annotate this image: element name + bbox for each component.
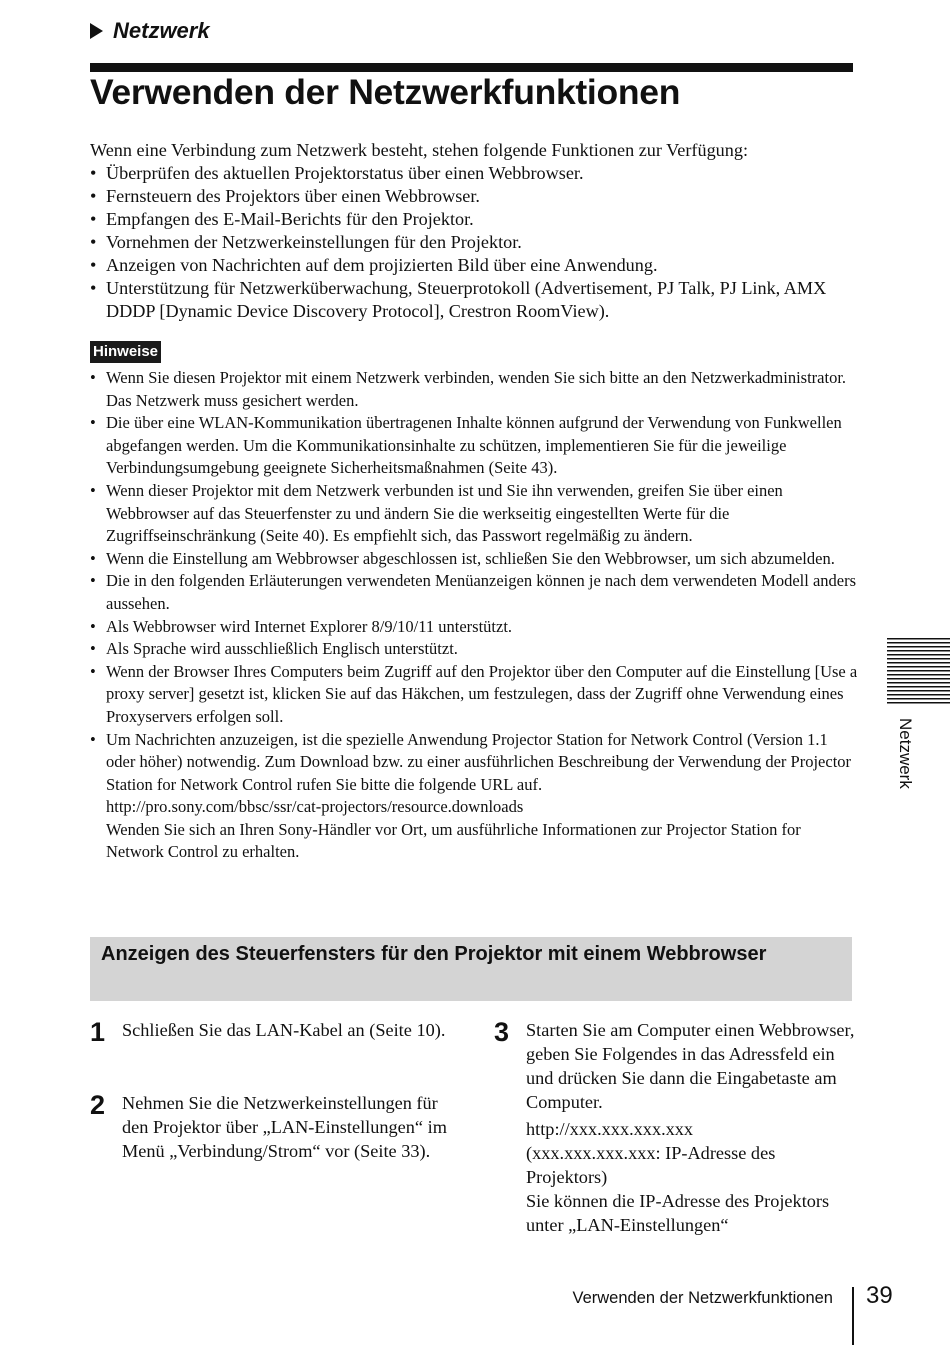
notes [90,367,860,864]
note-item: • Wenn Sie diesen Projektor mit einem Netzwerk verbinden, wenden Sie sich bitte an den Netzwerkadministrator. Das Netzwerk muss gesichert werden. [90,367,860,412]
step-number: 3 [494,1017,510,1047]
page-title: Verwenden der Netzwerkfunktionen [90,72,681,112]
note-item: • Wenn der Browser Ihres Computers beim Zugriff auf den Projektor über den Computer auf die Einstellung [Use a proxy server] gesetzt ist, klicken Sie auf das Häkchen, um festzulegen, dass der Zugriff ohne Verwendung eines Proxyservers erfolgen soll. [90,661,860,729]
step-text: Starten Sie am Computer einen Webbrowser, geben Sie Folgendes in das Adressfeld ein und drücken Sie dann die Eingabetaste am Computer. [526,1020,855,1112]
step-2 [90,1091,450,1163]
page-number: 39 [866,1282,893,1309]
note-item: • Wenn dieser Projektor mit dem Netzwerk verbunden ist und Sie ihn verwenden, greifen Sie über einen Webbrowser auf das Steuerfenster zu und ändern Sie die werkseitig eingestellten Werte für die Zugriffseinschränkung (Seite 40). Es empfiehlt sich, das Passwort regelmäßig zu ändern. [90,480,860,548]
note-item-text: • Um Nachrichten anzuzeigen, ist die spezielle Anwendung Projector Station for Network Control (Version 1.1 oder höher) notwendig. Zum Download bzw. zu einer ausführlichen Beschreibung der Verwendung der Projector Station for Network Control rufen Sie bitte die folgende URL auf. [106,729,852,794]
subsection-heading: Anzeigen des Steuerfensters für den Projektor mit einem Webbrowser [90,937,852,1001]
step-number: 2 [90,1090,106,1120]
address-example: http://xxx.xxx.xxx.xxx [526,1119,694,1139]
feature-item: • Anzeigen von Nachrichten auf dem projizierten Bild über eine Anwendung. [90,254,860,277]
note-item: • Die über eine WLAN-Kommunikation übertragenen Inhalte können aufgrund der Verwendung von Funkwellen abgefangen werden. Um die Kommunikationsinhalte zu schützen, implementieren Sie für die jeweilige Verbindungsumgebung geeignete Sicherheitsmaßnahmen (Seite 43). [90,412,860,480]
note-item: • Wenn die Einstellung am Webbrowser abgeschlossen ist, schließen Sie den Webbrowser, um sich abzumelden. [90,548,860,571]
note-item: • Als Webbrowser wird Internet Explorer 8/9/10/11 unterstützt. [90,616,860,639]
step-3 [494,1018,856,1237]
side-tab [887,638,950,704]
download-url[interactable]: http://pro.sony.com/bbsc/ssr/cat-projectors/resource.downloads [106,797,524,817]
notes-list [90,367,860,864]
footer-title: Verwenden der Netzwerkfunktionen [572,1289,833,1307]
feature-item: • Fernsteuern des Projektors über einen Webbrowser. [90,185,860,208]
intro [90,139,860,323]
section-label [90,18,210,44]
feature-item: • Empfangen des E-Mail-Berichts für den Projektor. [90,208,860,231]
feature-item: • Vornehmen der Netzwerkeinstellungen für den Projektor. [90,231,860,254]
step-text: Schließen Sie das LAN-Kabel an (Seite 10). [122,1020,446,1040]
title-rule [90,63,853,72]
section-label-text: Netzwerk [113,18,210,43]
note-item: • Die in den folgenden Erläuterungen verwendeten Menüanzeigen können je nach dem verwendeten Modell anders aussehen. [90,570,860,615]
feature-item: • Unterstützung für Netzwerküberwachung, Steuerprotokoll (Advertisement, PJ Talk, PJ Link, AMX DDDP [Dynamic Device Discovery Protocol], Crestron RoomView). [90,277,860,323]
step-1 [90,1017,450,1047]
step-number: 1 [90,1017,106,1047]
side-tab-stripes [887,638,950,704]
dealer-note: Wenden Sie sich an Ihren Sony-Händler vor Ort, um ausführliche Informationen zur Projector Station for Network Control zu erhalten. [106,819,801,862]
intro-lead: Wenn eine Verbindung zum Netzwerk besteht, stehen folgende Funktionen zur Verfügung: [90,140,748,160]
notes-badge: Hinweise [90,341,161,363]
side-tab-label: Netzwerk [896,718,915,789]
feature-list [90,162,860,323]
footer-divider [852,1287,854,1345]
note-item: • Als Sprache wird ausschließlich Englisch unterstützt. [90,638,860,661]
triangle-right-icon [90,23,103,39]
address-note: (xxx.xxx.xxx.xxx: IP-Adresse des Projektors) [526,1143,776,1187]
step-text: Nehmen Sie die Netzwerkeinstellungen für den Projektor über „LAN-Einstellungen“ im Menü „Verbindung/Strom“ vor (Seite 33). [122,1093,447,1161]
step-continuation: Sie können die IP-Adresse des Projektors unter „LAN-Einstellungen“ [526,1191,830,1235]
note-item-last [90,729,860,865]
feature-item: • Überprüfen des aktuellen Projektorstatus über einen Webbrowser. [90,162,860,185]
